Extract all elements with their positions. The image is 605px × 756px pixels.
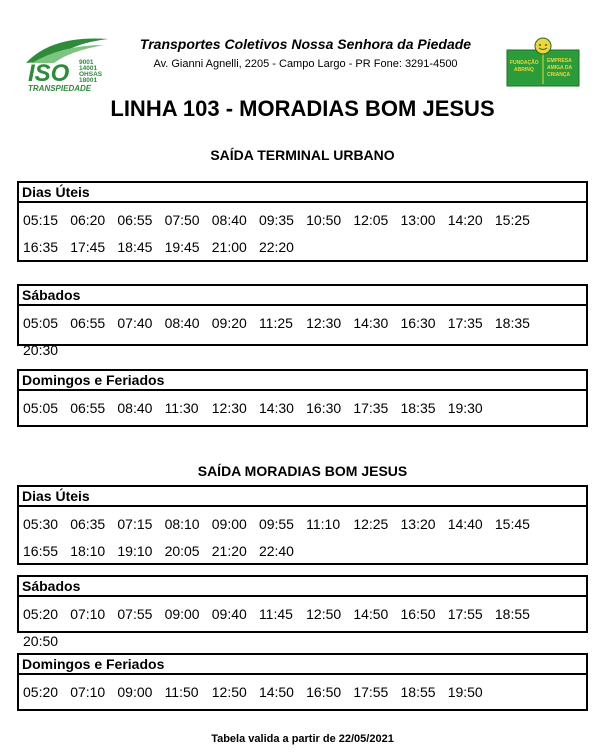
departure-time: 09:55 [258,516,294,532]
departure-time: 16:35 [23,239,59,255]
departure-time: 09:20 [211,315,247,331]
departure-time: 20:50 [23,633,59,649]
departure-time: 19:45 [164,239,200,255]
departure-time: 22:40 [258,543,294,559]
departure-time: 06:55 [117,212,153,228]
departure-time: 17:55 [353,684,389,700]
departure-time: 06:55 [70,400,106,416]
departure-time: 14:40 [447,516,483,532]
time-list [19,391,586,422]
departure-time: 11:45 [258,606,293,622]
iso-code: 18001 [79,77,98,84]
departure-time: 11:10 [306,516,341,532]
departure-time: 12:30 [211,400,247,416]
schedule-table-sundays-holidays [17,653,588,711]
departure-time: 19:10 [117,543,153,559]
departure-time: 10:50 [306,212,342,228]
table-header: Domingos e Feriados [19,371,586,391]
departure-time: 12:05 [353,212,389,228]
departure-time: 07:15 [117,516,153,532]
departure-time: 05:30 [23,516,59,532]
departure-time: 06:55 [70,315,106,331]
departure-time: 09:35 [258,212,294,228]
fundacao-abrinq-logo [505,36,581,88]
departure-time: 08:40 [117,400,153,416]
departure-time: 05:05 [23,315,59,331]
departure-time: 08:40 [211,212,247,228]
departure-time: 18:55 [494,606,530,622]
time-list [19,507,586,565]
iso-certification-logo [22,33,112,93]
departure-time: 21:00 [211,239,247,255]
foundation-logo-right-1: EMPRESA [547,58,572,64]
departure-time: 16:55 [23,543,59,559]
departure-time: 08:40 [164,315,200,331]
schedule-table-saturdays [17,575,588,649]
departure-time: 18:55 [400,684,436,700]
departure-time: 05:20 [23,606,59,622]
departure-time: 18:45 [117,239,153,255]
schedule-table-saturdays [17,284,588,358]
foundation-logo-left-2: ABRINQ [514,67,534,73]
departure-time: 12:25 [353,516,389,532]
departure-time: 06:20 [70,212,106,228]
departure-time: 15:45 [494,516,530,532]
departure-time: 14:50 [353,606,389,622]
departure-time: 11:25 [258,315,293,331]
departure-time: 17:35 [447,315,483,331]
iso-code: OHSAS [79,71,103,78]
table-header: Dias Úteis [19,487,586,507]
iso-code: 14001 [79,65,98,72]
section-title-terminal: SAÍDA TERMINAL URBANO [210,147,395,163]
schedule-table-weekdays [17,485,588,565]
departure-time: 09:00 [117,684,153,700]
departure-time: 18:10 [70,543,106,559]
departure-time: 20:05 [164,543,200,559]
table-header: Domingos e Feriados [19,655,586,675]
time-list [19,675,586,706]
departure-time: 18:35 [494,315,530,331]
departure-time: 07:10 [70,684,106,700]
departure-time: 14:30 [353,315,389,331]
departure-time: 22:20 [258,239,294,255]
departure-time: 11:50 [164,684,199,700]
departure-time: 16:50 [400,606,436,622]
foundation-logo-left-1: FUNDAÇÃO [510,60,539,66]
departure-time: 20:30 [23,342,59,358]
iso-logo-tag: TRANSPIEDADE [28,84,92,93]
departure-time: 13:00 [400,212,436,228]
iso-code: 9001 [79,59,94,66]
departure-time: 07:55 [117,606,153,622]
departure-time: 09:00 [211,516,247,532]
departure-time: 09:00 [164,606,200,622]
departure-time: 07:40 [117,315,153,331]
departure-time: 11:30 [164,400,199,416]
departure-time: 14:30 [258,400,294,416]
validity-note: Tabela valida a partir de 22/05/2021 [211,733,394,745]
company-name: Transportes Coletivos Nossa Senhora da Piedade [139,36,472,52]
departure-time: 16:30 [306,400,342,416]
time-list [19,597,586,655]
departure-time: 09:40 [211,606,247,622]
departure-time: 17:35 [353,400,389,416]
schedule-table-weekdays [17,181,588,262]
departure-time: 19:30 [447,400,483,416]
line-title: LINHA 103 - MORADIAS BOM JESUS [110,96,495,121]
departure-time: 14:50 [258,684,294,700]
departure-time: 21:20 [211,543,247,559]
section-title-moradias: SAÍDA MORADIAS BOM JESUS [197,463,408,479]
departure-time: 14:20 [447,212,483,228]
departure-time: 06:35 [70,516,106,532]
time-list [19,306,586,364]
table-header: Sábados [19,286,586,306]
foundation-logo-right-2: AMIGA DA [547,65,573,71]
time-list [19,203,586,261]
schedule-table-sundays-holidays [17,369,588,427]
iso-logo-text: ISO [28,60,70,87]
company-block [118,36,493,71]
table-header: Sábados [19,577,586,597]
table-header: Dias Úteis [19,183,586,203]
departure-time: 17:45 [70,239,106,255]
departure-time: 05:20 [23,684,59,700]
departure-time: 18:35 [400,400,436,416]
departure-time: 19:50 [447,684,483,700]
departure-time: 16:50 [306,684,342,700]
departure-time: 13:20 [400,516,436,532]
departure-time: 17:55 [447,606,483,622]
departure-time: 15:25 [494,212,530,228]
departure-time: 07:50 [164,212,200,228]
departure-time: 12:30 [306,315,342,331]
departure-time: 16:30 [400,315,436,331]
departure-time: 08:10 [164,516,200,532]
departure-time: 12:50 [211,684,247,700]
foundation-logo-right-3: CRIANÇA [547,72,571,78]
departure-time: 05:15 [23,212,59,228]
company-address: Av. Gianni Agnelli, 2205 - Campo Largo - PR Fone: 3291-4500 [153,58,458,70]
departure-time: 12:50 [306,606,342,622]
departure-time: 07:10 [70,606,106,622]
departure-time: 05:05 [23,400,59,416]
